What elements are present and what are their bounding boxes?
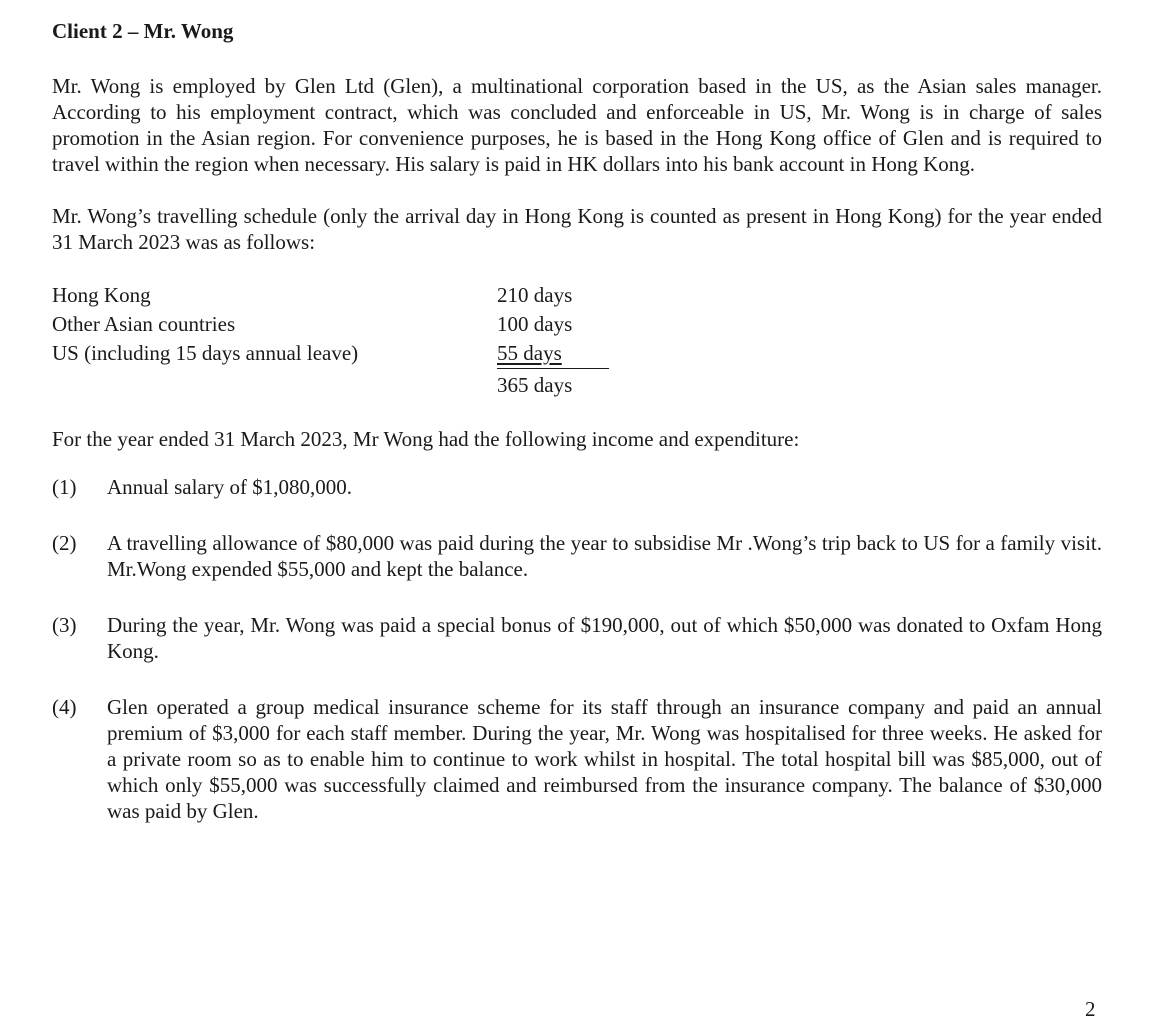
page-number: 2 <box>1085 997 1096 1021</box>
schedule-days: 55 days <box>497 339 609 369</box>
item-number: (4) <box>52 695 77 719</box>
schedule-total: 365 days <box>497 373 573 397</box>
schedule-intro-paragraph: Mr. Wong’s travelling schedule (only the arrival day in Hong Kong is counted as present in Hong Kong) for the year ended 31 March 2023 was as follows: <box>52 204 1102 254</box>
item-text: During the year, Mr. Wong was paid a special bonus of $190,000, out of which $50,000 was donated to Oxfam Hong Kong. <box>107 613 1102 663</box>
item-number: (2) <box>52 531 77 555</box>
schedule-location: Other Asian countries <box>52 312 236 336</box>
schedule-location: US (including 15 days annual leave) <box>52 341 359 365</box>
schedule-total-spacer <box>52 371 497 400</box>
document-page <box>52 18 1102 854</box>
schedule-days: 100 days <box>497 312 573 336</box>
list-item <box>52 694 1102 824</box>
income-intro: For the year ended 31 March 2023, Mr Wong had the following income and expenditure: <box>52 427 800 451</box>
list-item <box>52 612 1102 664</box>
item-text: A travelling allowance of $80,000 was paid during the year to subsidise Mr .Wong’s trip back to US for a family visit. Mr.Wong expended $55,000 and kept the balance. <box>107 531 1102 581</box>
list-item <box>52 474 1102 500</box>
list-item <box>52 530 1102 582</box>
item-text: Glen operated a group medical insurance scheme for its staff through an insurance company and paid an annual premium of $3,000 for each staff member. During the year, Mr. Wong was hospitalised for three weeks. He asked for a private room so as to enable him to continue to work whilst in hospital. The total hospital bill was $85,000, out of which only $55,000 was successfully claimed and reimbursed from the insurance company. The balance of $30,000 was paid by Glen. <box>107 695 1102 823</box>
schedule-days: 210 days <box>497 283 573 307</box>
item-text: Annual salary of $1,080,000. <box>107 475 352 499</box>
item-number: (1) <box>52 475 77 499</box>
item-number: (3) <box>52 613 77 637</box>
page-title: Client 2 – Mr. Wong <box>52 19 234 43</box>
travel-schedule-table <box>52 281 1102 400</box>
employment-paragraph: Mr. Wong is employed by Glen Ltd (Glen), a multinational corporation based in the US, as the Asian sales manager. According to his employment contract, which was concluded and enforceable in US, Mr. Wong is in charge of sales promotion in the Asian region. For convenience purposes, he is based in the Hong Kong office of Glen and is required to travel within the region when necessary. His salary is paid in HK dollars into his bank account in Hong Kong. <box>52 74 1102 176</box>
schedule-location: Hong Kong <box>52 283 151 307</box>
